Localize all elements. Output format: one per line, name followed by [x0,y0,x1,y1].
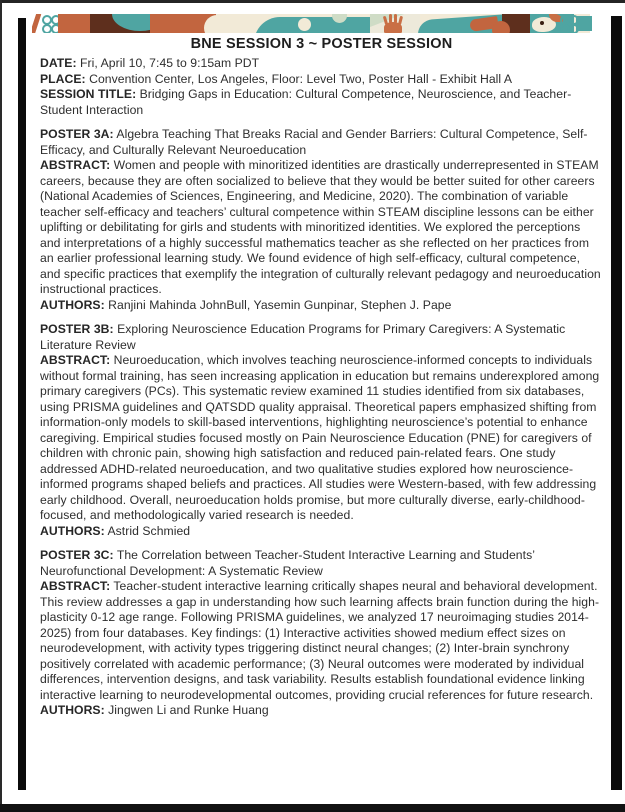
authors-label: AUTHORS: [40,703,105,717]
banner-hand-icon [389,14,392,23]
poster-title-line [40,322,603,353]
banner-shape [298,18,311,31]
authors-text: Astrid Schmied [107,523,191,538]
banner-hand-icon [394,14,397,23]
session-title-label: SESSION TITLE: [40,87,137,101]
scan-edge-top [0,0,625,3]
authors-text: Ranjini Mahinda JohnBull, Yasemin Gunpinar, Stephen J. Pape [108,297,452,312]
poster-title: Algebra Teaching That Breaks Racial and Gender Barriers: Cultural Competence, Self-Efficacy, and Culturally Relevant Neuroeducation [40,127,588,157]
document-body [40,36,603,719]
place-label: PLACE: [40,71,86,86]
session-title-value: Bridging Gaps in Education: Cultural Competence, Neuroscience, and Teacher-Student Interaction [40,87,572,117]
date-value: Fri, April 10, 7:45 to 9:15am PDT [80,56,260,70]
page-edge-bar-right [611,16,622,790]
poster-title: The Correlation between Teacher-Student Interactive Learning and Students’ Neurofunctional Development: A Systematic Review [40,548,535,578]
date-line [40,56,603,72]
abstract-label: ABSTRACT: [40,158,111,172]
poster-number-label: POSTER 3A: [40,127,114,141]
poster-abstract-line [40,353,603,524]
authors-label: AUTHORS: [40,523,105,538]
place-value: Convention Center, Los Angeles, Floor: Level Two, Poster Hall - Exhibit Hall A [89,71,513,86]
banner-shape [204,15,230,33]
poster-title-line [40,548,603,579]
banner-shape [492,21,510,33]
banner-shape [590,14,608,33]
poster-number-label: POSTER 3B: [40,322,114,336]
poster-authors-line [40,703,603,719]
place-line [40,72,603,88]
authors-text: Jingwen Li and Runke Huang [108,703,269,717]
poster-abstract-line [40,579,603,703]
abstract-text: Neuroeducation, which involves teaching neuroscience-informed concepts to individuals without formal training, has seen increasing application in education but remains underexplored among primary caregivers (PCs). This systematic review examined 11 studies identified from six databases, using PRISMA guidelines and QATSDD quality appraisal. Theoretical papers emphasized shifting from information-only models to skill-based interventions, highlighting neuroscience’s potential to enhance caregiving. Empirical studies focused mostly on Pain Neuroscience Education (PNE) for caregivers of children with chronic pain, showing high satisfaction and reduced pain-related fears. One study addressed ADHD-related neuroeducation, and two qualitative studies explored how neuroscience-informed programs shaped beliefs and practices. All studies were Western-based, with few addressing early childhood. Overall, neuroeducation holds promise, but more culturally diverse, early-childhood-focused, and methodologically varied research is needed. [40,353,600,522]
date-label: DATE: [40,56,77,70]
abstract-text: Teacher-student interactive learning critically shapes neural and behavioral development. This review addresses a gap in understanding how such learning affects brain function during the high-plasticity 0-12 age range. Following PRISMA guidelines, we analyzed 17 neuroimaging studies 2014-2025) from four databases. Key findings: (1) Interactive activities showed medium effect sizes on neurodevelopment, with activity types triggering distinct neural changes; (2) Inter-brain synchrony positively correlated with academic performance; (3) Neural outcomes were moderated by individual differences, intervention designs, and task variability. Results establish foundational evidence linking interactive learning to neurodevelopmental outcomes, providing crucial references for future research. [40,579,600,702]
abstract-text: Women and people with minoritized identities are drastically underrepresented in STEAM careers, because they are often socialized to believe that they would be better suited for other careers (National Academies of Sciences, Engineering, and Medicine, 2020). The combination of variable teacher self-efficacy and teachers’ cultural competence within STEAM discipline lessons can be either uplifting or debilitating for girls and students with minoritized identities. We explored the perceptions and interpretations of a highly successful mathematics teacher as she reflected on her practices from an earlier professional learning study. We found evidence of high self-efficacy, cultural competence, and specific practices that exemplify the integration of culturally relevant pedagogy and neuroeducation instructional practices. [40,158,601,296]
banner-shape [576,16,592,31]
poster-title: Exploring Neuroscience Education Programs for Primary Caregivers: A Systematic Literature Review [40,322,566,352]
scan-edge-left [0,0,2,812]
banner-shape [254,17,370,33]
session-title-line [40,87,603,118]
session-title-heading: BNE SESSION 3 ~ POSTER SESSION [190,36,453,52]
decorative-banner [32,14,608,33]
poster-abstract-line [40,158,603,298]
poster-number-label: POSTER 3C: [40,548,114,562]
poster-3b-section [40,322,603,539]
abstract-label: ABSTRACT: [40,579,111,593]
poster-3a-section [40,127,603,313]
poster-title-line [40,127,603,158]
poster-authors-line [40,524,603,540]
banner-bird-eye-icon [540,21,544,25]
poster-authors-line [40,298,603,314]
authors-label: AUTHORS: [40,297,105,312]
page-edge-bar-left [18,18,26,790]
abstract-label: ABSTRACT: [40,353,111,367]
poster-3c-section [40,548,603,719]
scan-edge-bottom [0,804,625,812]
